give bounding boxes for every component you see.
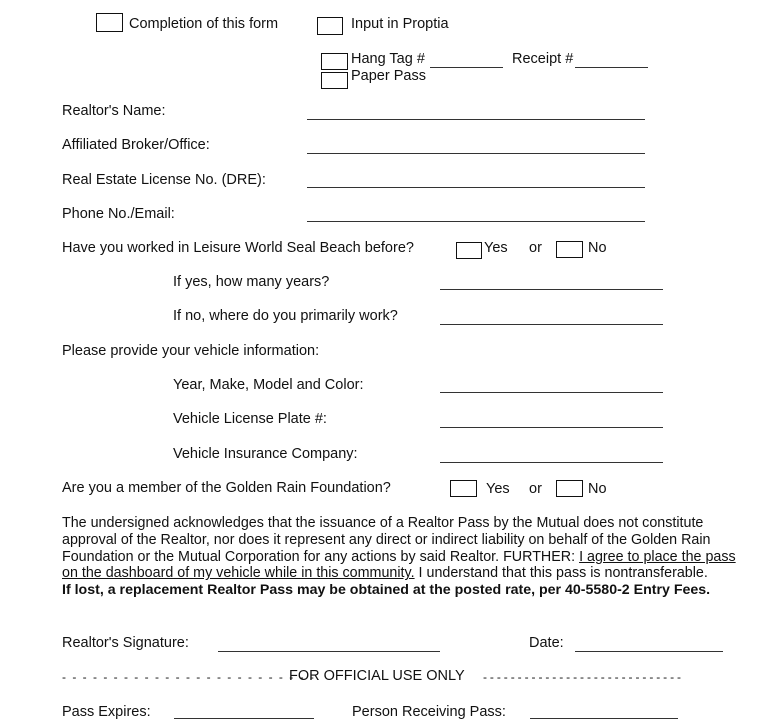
vehicle-plate-line[interactable] xyxy=(440,427,663,428)
ack-part1: The undersigned acknowledges that the issuance of a Realtor Pass by the Mutual does not constitute approval of the Realtor, nor does it represent any direct or indirect liability on behalf of the Golden Rain Foundation or the Mutual Corporation for any actions by said Realtor. FURTHER: xyxy=(62,515,711,565)
realtor-name-label: Realtor's Name: xyxy=(62,103,166,119)
ack-part2: I understand that this pass is nontransferable. xyxy=(414,565,708,582)
golden-rain-question: Are you a member of the Golden Rain Foundation? xyxy=(62,480,391,496)
person-receiving-line[interactable] xyxy=(530,718,678,719)
worked-before-question: Have you worked in Leisure World Seal Beach before? xyxy=(62,240,414,256)
official-use-title: FOR OFFICIAL USE ONLY xyxy=(289,668,465,684)
pass-expires-label: Pass Expires: xyxy=(62,704,151,720)
paper-pass-label: Paper Pass xyxy=(351,68,426,84)
paper-pass-checkbox[interactable] xyxy=(321,72,348,89)
realtor-name-line[interactable] xyxy=(307,119,645,120)
broker-label: Affiliated Broker/Office: xyxy=(62,137,210,153)
if-yes-line[interactable] xyxy=(440,289,663,290)
receipt-line[interactable] xyxy=(575,67,648,68)
date-label: Date: xyxy=(529,635,564,651)
person-receiving-label: Person Receiving Pass: xyxy=(352,704,506,720)
hang-tag-label: Hang Tag # xyxy=(351,51,425,67)
vehicle-insurance-label: Vehicle Insurance Company: xyxy=(173,446,358,462)
hang-tag-line[interactable] xyxy=(430,67,503,68)
acknowledgement-text xyxy=(62,515,752,582)
vehicle-ymmc-line[interactable] xyxy=(440,392,663,393)
completion-checkbox[interactable] xyxy=(96,13,123,32)
acknowledgement-paragraph xyxy=(62,515,752,599)
if-no-label: If no, where do you primarily work? xyxy=(173,308,398,324)
signature-line[interactable] xyxy=(218,651,440,652)
official-dashes-left: - - - - - - - - - - - - - - - - - - - - - - - - - xyxy=(62,670,316,684)
golden-rain-yes-label: Yes xyxy=(486,481,510,497)
signature-label: Realtor's Signature: xyxy=(62,635,189,651)
vehicle-insurance-line[interactable] xyxy=(440,462,663,463)
worked-no-checkbox[interactable] xyxy=(556,241,583,258)
golden-rain-yes-checkbox[interactable] xyxy=(450,480,477,497)
official-dashes-right: - - - - - - - - - - - - - - - - - - - - - - - - - - - - - xyxy=(483,670,681,684)
vehicle-heading: Please provide your vehicle information: xyxy=(62,343,320,359)
golden-rain-or-label: or xyxy=(529,481,542,497)
date-line[interactable] xyxy=(575,651,723,652)
phone-label: Phone No./Email: xyxy=(62,206,175,222)
worked-no-label: No xyxy=(588,240,607,256)
phone-line[interactable] xyxy=(307,221,645,222)
pass-expires-line[interactable] xyxy=(174,718,314,719)
replacement-notice: If lost, a replacement Realtor Pass may be obtained at the posted rate, per 40-5580-2 Entry Fees. xyxy=(62,582,711,599)
if-no-line[interactable] xyxy=(440,324,663,325)
worked-or-label: or xyxy=(529,240,542,256)
vehicle-plate-label: Vehicle License Plate #: xyxy=(173,411,327,427)
input-proptia-label: Input in Proptia xyxy=(351,16,449,32)
input-proptia-checkbox[interactable] xyxy=(317,17,343,35)
license-label: Real Estate License No. (DRE): xyxy=(62,172,266,188)
completion-label: Completion of this form xyxy=(129,16,279,32)
golden-rain-no-label: No xyxy=(588,481,607,497)
license-line[interactable] xyxy=(307,187,645,188)
if-yes-label: If yes, how many years? xyxy=(173,274,330,290)
broker-line[interactable] xyxy=(307,153,645,154)
vehicle-ymmc-label: Year, Make, Model and Color: xyxy=(173,377,364,393)
worked-yes-checkbox[interactable] xyxy=(456,242,482,259)
receipt-label: Receipt # xyxy=(512,51,574,67)
hang-tag-checkbox[interactable] xyxy=(321,53,348,70)
ack-underlined: I agree to place the pass on the dashboard of my vehicle while in this community. xyxy=(62,548,736,582)
golden-rain-no-checkbox[interactable] xyxy=(556,480,583,497)
worked-yes-label: Yes xyxy=(484,240,508,256)
